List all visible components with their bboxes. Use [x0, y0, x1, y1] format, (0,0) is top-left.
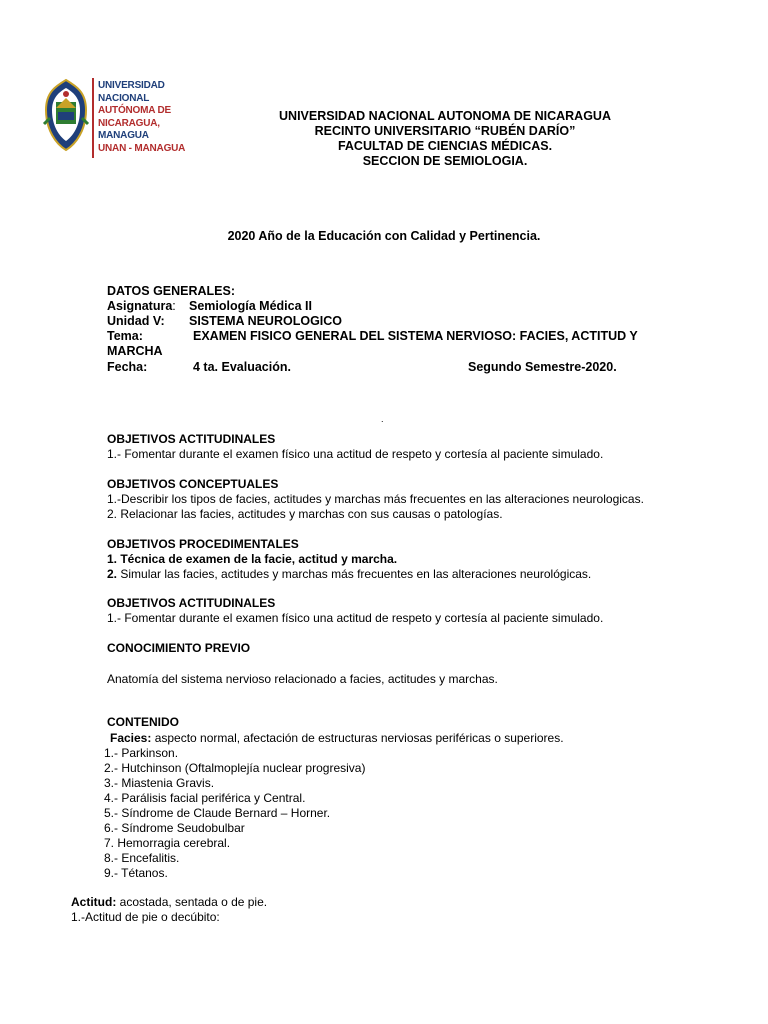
obj-conceptuales-item: 2. Relacionar las facies, actitudes y marchas con sus causas o patologías. — [107, 507, 503, 521]
list-item: 3.- Miastenia Gravis. — [104, 776, 215, 790]
list-item: 2.- Hutchinson (Oftalmoplejía nuclear progresiva) — [104, 761, 366, 775]
obj-actitudinales-heading: OBJETIVOS ACTITUDINALES — [107, 596, 276, 610]
logo-line: AUTÓNOMA DE — [98, 105, 171, 116]
semestre: Segundo Semestre-2020. — [468, 360, 617, 374]
conocimiento-heading: CONOCIMIENTO PREVIO — [107, 641, 251, 655]
conocimiento-text: Anatomía del sistema nervioso relacionado a facies, actitudes y marchas. — [107, 672, 498, 686]
fecha-label: Fecha: — [107, 360, 148, 374]
contenido-heading: CONTENIDO — [107, 715, 179, 729]
item-number: 2. — [107, 567, 118, 581]
datos-heading: DATOS GENERALES: — [107, 284, 236, 298]
list-item: 6.- Síndrome Seudobulbar — [104, 821, 245, 835]
list-item: 1.- Parkinson. — [104, 746, 179, 760]
actitud-label: Actitud: — [71, 895, 117, 909]
facies-line — [110, 731, 564, 745]
list-item: 4.- Parálisis facial periférica y Central. — [104, 791, 306, 805]
header-campus: RECINTO UNIVERSITARIO “RUBÉN DARÍO” — [314, 124, 576, 138]
header-section: SECCION DE SEMIOLOGIA. — [362, 154, 528, 168]
logo-wordmark — [98, 80, 185, 155]
actitud-item: 1.-Actitud de pie o decúbito: — [71, 910, 220, 924]
logo-line: UNAN - MANAGUA — [98, 142, 186, 154]
fecha-value: 4 ta. Evaluación. — [193, 360, 291, 374]
obj-conceptuales-item: 1.-Describir los tipos de facies, actitudes y marchas más frecuentes en las alteraciones neurologicas. — [107, 492, 644, 506]
facies-list — [104, 746, 365, 881]
logo-line: NACIONAL — [98, 92, 150, 104]
asignatura-label: Asignatura — [107, 299, 173, 313]
tema-label: Tema: — [107, 329, 143, 343]
list-item: 5.- Síndrome de Claude Bernard – Horner. — [104, 806, 331, 820]
obj-procedimentales-item — [107, 567, 591, 581]
obj-procedimentales-heading: OBJETIVOS PROCEDIMENTALES — [107, 537, 299, 551]
unidad-value: SISTEMA NEUROLOGICO — [189, 314, 343, 328]
obj-procedimentales-item: 1. Técnica de examen de la facie, actitud y marcha. — [107, 552, 398, 566]
logo-line: UNIVERSIDAD — [98, 80, 165, 91]
logo-line: MANAGUA — [98, 130, 149, 141]
logo-divider — [92, 78, 94, 158]
asignatura-row — [107, 299, 176, 313]
facies-label: Facies: — [110, 731, 152, 745]
obj-actitudinales-heading: OBJETIVOS ACTITUDINALES — [107, 432, 276, 446]
asignatura-colon: : — [172, 299, 176, 313]
item-text: Simular las facies, actitudes y marchas más frecuentes en las alteraciones neurológicas. — [117, 567, 592, 581]
header-faculty: FACULTAD DE CIENCIAS MÉDICAS. — [337, 139, 553, 153]
logo-line: NICARAGUA, — [98, 117, 160, 129]
header-university: UNIVERSIDAD NACIONAL AUTONOMA DE NICARAGUA — [279, 109, 611, 123]
facies-text: aspecto normal, afectación de estructuras nerviosas periféricas o superiores. — [151, 731, 564, 745]
university-seal-icon — [42, 78, 90, 152]
obj-actitudinales-item: 1.- Fomentar durante el examen físico una actitud de respeto y cortesía al paciente simulado. — [107, 611, 604, 625]
asignatura-value: Semiología Médica II — [189, 299, 312, 313]
tema-value-continued: MARCHA — [107, 344, 163, 358]
stray-dot: . — [381, 414, 384, 424]
obj-conceptuales-heading: OBJETIVOS CONCEPTUALES — [107, 477, 279, 491]
actitud-text: acostada, sentada o de pie. — [116, 895, 268, 909]
unidad-label: Unidad V: — [107, 314, 165, 328]
list-item: 7. Hemorragia cerebral. — [104, 836, 231, 850]
motto: 2020 Año de la Educación con Calidad y Pertinencia. — [227, 229, 541, 243]
list-item: 8.- Encefalitis. — [104, 851, 180, 865]
obj-actitudinales-item: 1.- Fomentar durante el examen físico una actitud de respeto y cortesía al paciente simulado. — [107, 447, 604, 461]
list-item: 9.- Tétanos. — [104, 866, 168, 880]
tema-value: EXAMEN FISICO GENERAL DEL SISTEMA NERVIOSO: FACIES, ACTITUD Y — [193, 329, 638, 343]
actitud-line — [71, 895, 267, 909]
